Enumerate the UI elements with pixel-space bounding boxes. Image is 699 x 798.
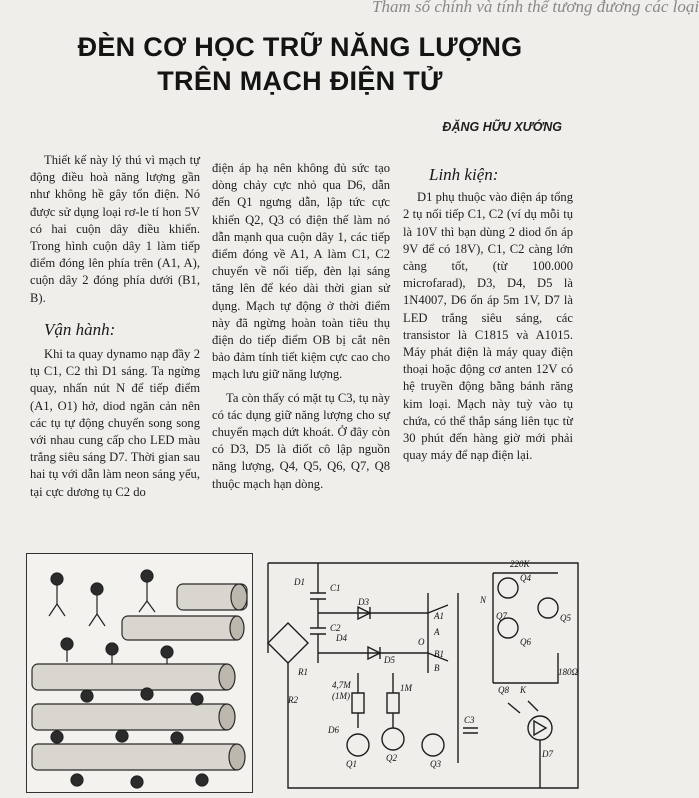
- label-n: N: [480, 595, 487, 605]
- label-q8: Q8: [498, 685, 509, 695]
- label-c3: C3: [464, 715, 475, 725]
- label-r5: 1M: [400, 683, 412, 693]
- label-b1: B1: [434, 649, 444, 659]
- figure-area: [26, 553, 592, 793]
- label-k: K: [520, 685, 527, 695]
- label-180-ohm: 180Ω: [558, 667, 579, 677]
- label-q2: Q2: [386, 753, 397, 763]
- label-r3: 4,7M: [332, 680, 351, 690]
- capacitor-paragraph: Ta còn thấy có mặt tụ C3, tụ này có tác dụng giữ năng lượng cho sự chuyển mạch dứt khoát. Ở đây còn có D3, D5 là điốt cô lập nguồn năng lượng, Q4, Q5, Q6, Q7, Q8 thuộc mạch hạn dòng.: [212, 390, 390, 491]
- label-r2: R2: [288, 695, 298, 705]
- label-o: O: [418, 637, 425, 647]
- label-d5: D5: [384, 655, 395, 665]
- label-r4: (1M): [332, 691, 350, 701]
- column-3: [403, 152, 573, 464]
- intro-paragraph: Thiết kế này lý thú vì mạch tự động điều hoà năng lượng gần như không hề gây tổn điện. Nó được sử dụng loại rơ-le tí hon 5V có hai cuộn dây điều khiển. Trong hình cuộn dây 1 làm tiếp điểm đóng lên phía trên (A1, A), cuộn dây 2 đóng phía dưới (B1, B).: [30, 153, 200, 305]
- label-q1: Q1: [346, 759, 357, 769]
- label-c2: C2: [330, 623, 341, 633]
- title-line-1: ĐÈN CƠ HỌC TRỮ NĂNG LƯỢNG: [77, 32, 523, 62]
- label-q5: Q5: [560, 613, 571, 623]
- label-d1: D1: [294, 577, 305, 587]
- label-q3: Q3: [430, 759, 441, 769]
- label-q6: Q6: [520, 637, 531, 647]
- bleed-through-text: Tham số chính và tính thế tương đương các loại: [372, 0, 699, 16]
- label-q7: Q7: [496, 611, 507, 621]
- label-d6: D6: [328, 725, 339, 735]
- section-heading-components: Linh kiện:: [429, 165, 499, 184]
- column-1: [30, 152, 200, 501]
- author-name: ĐẶNG HỮU XƯỚNG: [442, 120, 562, 134]
- column-2: [212, 160, 390, 493]
- label-d3: D3: [358, 597, 369, 607]
- article-title: [0, 30, 600, 98]
- label-a1: A1: [434, 611, 444, 621]
- label-b: B: [434, 663, 440, 673]
- label-d4: D4: [336, 633, 347, 643]
- label-a: A: [434, 627, 440, 637]
- label-q4: Q4: [520, 573, 531, 583]
- cartoon-drawing: [27, 554, 252, 792]
- components-paragraph: D1 phụ thuộc vào điện áp tổng 2 tụ nối tiếp C1, C2 (ví dụ mỗi tụ là 10V thì bạn dùng 2 diod ổn áp 9V để có 18V), C1, C2 càng lớn càng tốt, (từ 100.000 microfarad), D3, D4, D5 là 1N4007, D6 ổn áp 5m 1V, D7 là LED trắng siêu sáng, các transistor là C1815 và A1015. Máy phát điện là máy quay điện thoại hoặc động cơ anten 12V có hệ truyền động bằng bánh răng kim loại. Mạch này tuỳ vào tụ chứa, có thể thắp sáng liên tục từ 30 phút đến hàng giờ mới phải quay máy để nạp điện lại.: [403, 190, 573, 463]
- label-c1: C1: [330, 583, 341, 593]
- cartoon-illustration: [26, 553, 253, 793]
- label-d7: D7: [542, 749, 553, 759]
- section-heading-operation: Vận hành:: [44, 319, 116, 339]
- label-220k: 220K: [510, 559, 530, 569]
- circuit-schematic: [258, 553, 592, 793]
- continued-paragraph: điện áp hạ nên không đủ sức tạo dòng chảy cực nhỏ qua D6, dẫn đến Q1 ngưng dẫn, lập tức cực khiển Q2, Q3 có điện thế làm nó dẫn mạnh qua cuộn dây 1, các tiếp điểm đóng về A1, A làm C1, C2 chuyển về nối tiếp, đèn lại sáng tăng lên để kéo dài thời gian sử dụng. Mạch tự động ở thời điểm này đã ngừng hoàn toàn tiêu thụ điện do tiếp điểm OB bị cắt nên bảo đảm tính tiết kiệm cực cao cho mạch lưu giữ năng lượng.: [212, 161, 390, 382]
- operation-paragraph: Khi ta quay dynamo nạp đầy 2 tụ C1, C2 thì D1 sáng. Ta ngừng quay, nhấn nút N để tiếp điểm (A1, O1) hở, diod ngăn cản nên các tụ tự động chuyển song song với nhau cung cấp cho LED màu trắng siêu sáng D7. Thời gian sau hai tụ với dẫn làm neon sáng yếu, tại cực dương tụ C2 do: [30, 347, 200, 499]
- label-r1: R1: [298, 667, 308, 677]
- title-line-2: TRÊN MẠCH ĐIỆN TỬ: [157, 66, 443, 96]
